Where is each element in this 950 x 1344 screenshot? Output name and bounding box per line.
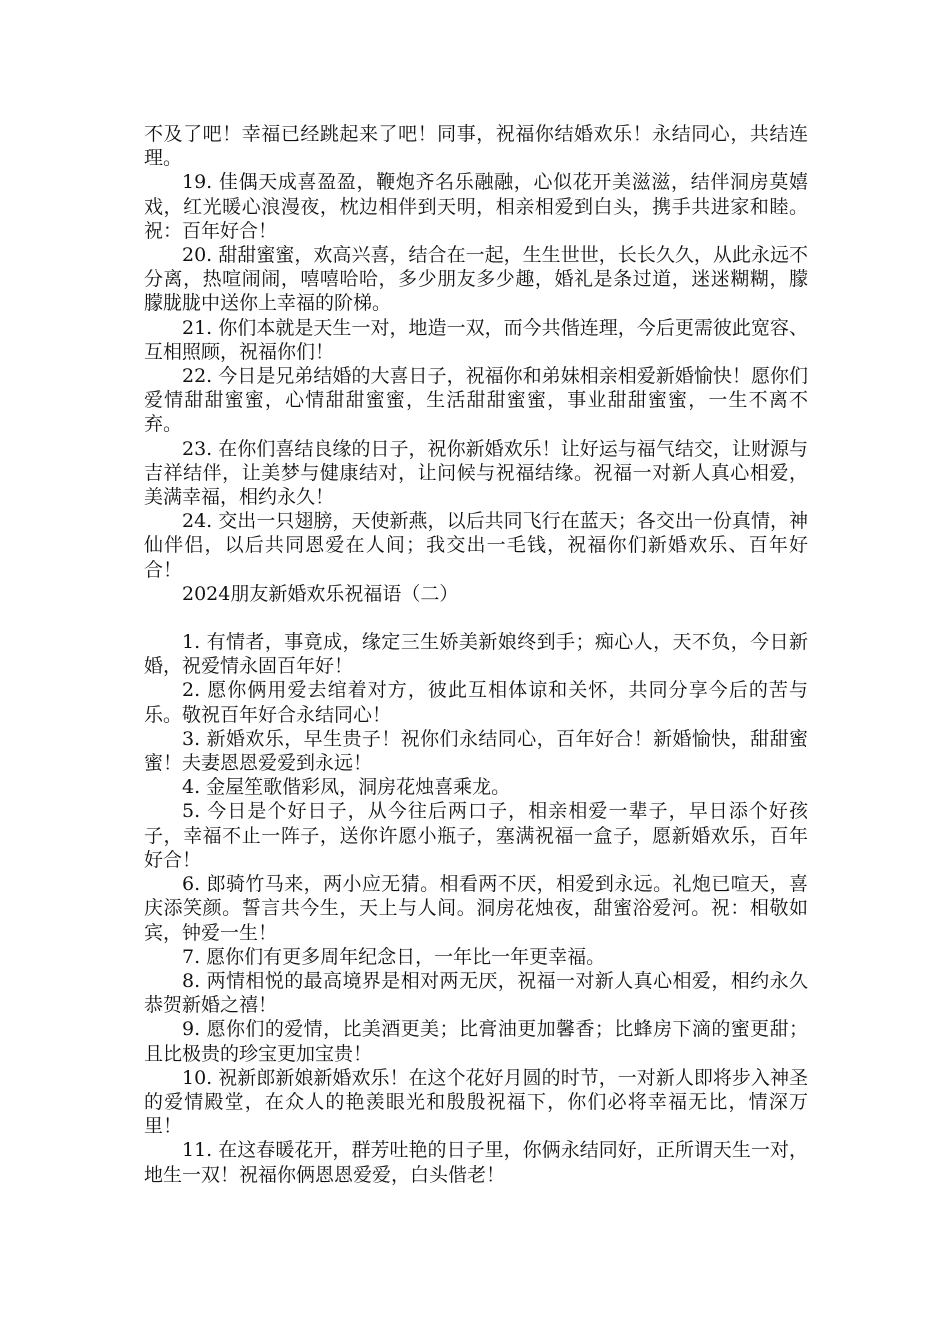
- paragraph-item-20: 20. 甜甜蜜蜜，欢高兴喜，结合在一起，生生世世，长长久久，从此永远不分离，热喧闹闹，嘻嘻哈哈，多少朋友多少趣，婚礼是条过道，迷迷糊糊，朦朦胧胧中送你上幸福的阶梯。: [144, 244, 808, 315]
- paragraph-item-21: 21. 你们本就是天生一对，地造一双，而今共偕连理，今后更需彼此宽容、互相照顾，祝福你们！: [144, 316, 808, 363]
- paragraph-continuation: 不及了吧！幸福已经跳起来了吧！同事，祝福你结婚欢乐！永结同心，共结连理。: [144, 123, 808, 170]
- paragraph-item-3: 3. 新婚欢乐，早生贵子！祝你们永结同心，百年好合！新婚愉快，甜甜蜜蜜！夫妻恩恩爱爱到永远！: [144, 727, 808, 775]
- paragraph-item-7: 7. 愿你们有更多周年纪念日，一年比一年更幸福。: [182, 945, 606, 968]
- paragraph-item-22: 22. 今日是兄弟结婚的大喜日子，祝福你和弟妹相亲相爱新婚愉快！愿你们爱情甜甜蜜蜜，心情甜甜蜜蜜，生活甜甜蜜蜜，事业甜甜蜜蜜，一生不离不弃。: [144, 365, 808, 436]
- paragraph-item-24: 24. 交出一只翅膀，天使新燕，以后共同飞行在蓝天；各交出一份真情，神仙伴侣，以后共同恩爱在人间；我交出一毛钱，祝福你们新婚欢乐、百年好合！: [144, 510, 808, 581]
- paragraph-item-1: 1. 有情者，事竟成，缘定三生娇美新娘终到手；痴心人，天不负，今日新婚，祝爱情永固百年好！: [144, 631, 808, 678]
- section-heading: 2024朋友新婚欢乐祝福语（二）: [182, 582, 459, 605]
- paragraph-item-10: 10. 祝新郎新娘新婚欢乐！在这个花好月圆的时节，一对新人即将步入神圣的爱情殿堂，在众人的艳羡眼光和殷殷祝福下，你们必将幸福无比，情深万里！: [144, 1066, 808, 1138]
- document-page: [144, 122, 808, 1187]
- paragraph-item-6: 6. 郎骑竹马来，两小应无猜。相看两不厌，相爱到永远。礼炮已喧天，喜庆添笑颜。誓言共今生，天上与人间。洞房花烛夜，甜蜜浴爱河。祝：相敬如宾，钟爱一生！: [144, 873, 808, 944]
- paragraph-item-5: 5. 今日是个好日子，从今往后两口子，相亲相爱一辈子，早日添个好孩子，幸福不止一阵子，送你许愿小瓶子，塞满祝福一盒子，愿新婚欢乐，百年好合！: [144, 800, 808, 871]
- paragraph-item-19: 19. 佳偶天成喜盈盈，鞭炮齐名乐融融，心似花开美滋滋，结伴洞房莫嬉戏，红光暖心浪漫夜，枕边相伴到天明，相亲相爱到白头，携手共进家和睦。祝：百年好合！: [144, 171, 808, 242]
- paragraph-item-4: 4. 金屋笙歌偕彩凤，洞房花烛喜乘龙。: [182, 776, 511, 799]
- paragraph-item-11: 11. 在这春暖花开，群芳吐艳的日子里，你俩永结同好，正所谓天生一对，地生一双！祝福你俩恩恩爱爱，白头偕老！: [144, 1139, 808, 1186]
- paragraph-item-23: 23. 在你们喜结良缘的日子，祝你新婚欢乐！让好运与福气结交，让财源与吉祥结伴，让美梦与健康结对，让问候与祝福结缘。祝福一对新人真心相爱，美满幸福，相约永久！: [144, 437, 808, 509]
- paragraph-item-8: 8. 两情相悦的最高境界是相对两无厌，祝福一对新人真心相爱，相约永久恭贺新婚之禧！: [144, 969, 808, 1017]
- paragraph-item-9: 9. 愿你们的爱情，比美酒更美；比膏油更加馨香；比蜂房下滴的蜜更甜；且比极贵的珍宝更加宝贵！: [144, 1018, 808, 1065]
- paragraph-item-2: 2. 愿你俩用爱去绾着对方，彼此互相体谅和关怀，共同分享今后的苦与乐。敬祝百年好合永结同心！: [144, 679, 808, 726]
